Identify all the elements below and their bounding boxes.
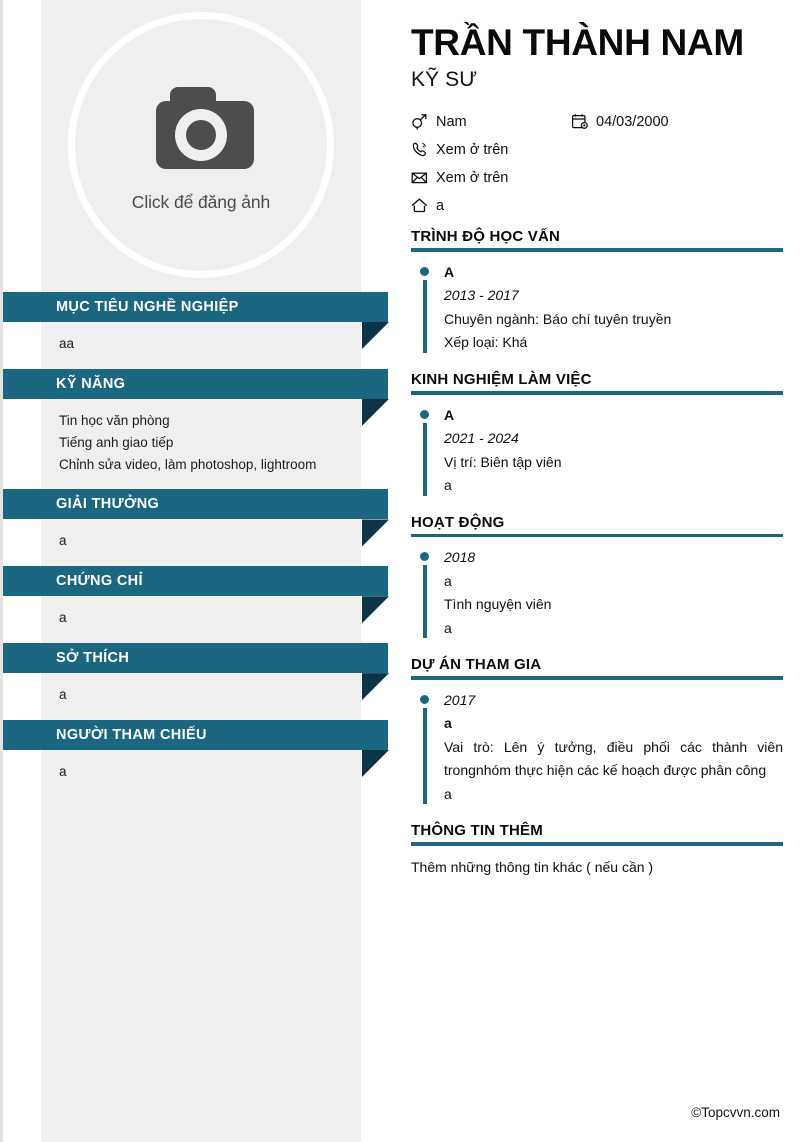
sidebar-section-ribbon — [3, 566, 388, 596]
entry-row: Chuyên ngành: Báo chí tuyên truyền — [444, 310, 672, 327]
entry-row: 2017 — [444, 691, 476, 708]
contact-phone[interactable] — [411, 141, 571, 158]
main-section-title: TRÌNH ĐỘ HỌC VẤN — [411, 228, 561, 246]
contact-gender-value: Nam — [436, 113, 467, 130]
sidebar-section — [41, 369, 361, 490]
contact-row — [411, 113, 783, 130]
footer-copyright: ©Topcvvn.com — [691, 1105, 780, 1120]
entry-row: Vai trò: Lên ý tưởng, điều phối các thành viên trongnhóm thực hiện các kế hoạch được phân công — [444, 738, 783, 779]
contact-phone-value: Xem ở trên — [436, 141, 509, 158]
sidebar-section-body[interactable] — [41, 596, 361, 643]
photo-upload-label: Click để đăng ảnh — [131, 192, 271, 212]
contact-address-value: a — [436, 197, 445, 214]
entry-bullet-icon — [420, 695, 429, 704]
sidebar-section-ribbon — [3, 643, 388, 673]
entry-row: A — [444, 406, 455, 423]
main-section-title: HOẠT ĐỘNG — [411, 513, 505, 531]
contact-birthday[interactable] — [571, 113, 669, 130]
sidebar-section-ribbon — [3, 489, 388, 519]
photo-upload-area[interactable] — [41, 0, 361, 292]
envelope-icon — [411, 169, 428, 186]
main-section — [411, 228, 783, 357]
sidebar-section-title: SỞ THÍCH — [56, 650, 130, 667]
contact-email-value: Xem ở trên — [436, 169, 509, 186]
entry-row: a — [444, 715, 452, 732]
ribbon-fold-shape — [362, 673, 389, 700]
candidate-role: KỸ SƯ — [411, 68, 478, 92]
main-section-entry[interactable] — [411, 680, 783, 809]
main-section — [411, 371, 783, 500]
entry-row: Vị trí: Biên tập viên — [444, 453, 562, 470]
contact-birthday-value: 04/03/2000 — [596, 113, 669, 130]
sidebar-section — [41, 292, 361, 369]
sidebar-section-body[interactable] — [41, 322, 361, 369]
entry-bullet-icon — [420, 267, 429, 276]
contact-row — [411, 169, 783, 186]
main-section-entry[interactable] — [411, 395, 783, 500]
entry-timeline-bar — [423, 423, 427, 496]
main-section — [411, 656, 783, 808]
entry-row: a — [444, 572, 452, 589]
sidebar-section-title: CHỨNG CHỈ — [56, 573, 143, 590]
sidebar-section-ribbon — [3, 292, 388, 322]
contact-address[interactable] — [411, 197, 571, 214]
entry-row: a — [444, 785, 452, 802]
main-section-plain-text[interactable]: Thêm những thông tin khác ( nếu cần ) — [411, 858, 654, 875]
sidebar-section-line: a — [59, 610, 67, 626]
main-section-title: KINH NGHIỆM LÀM VIỆC — [411, 371, 592, 388]
entry-timeline-bar — [423, 565, 427, 638]
main-section-title: DỰ ÁN THAM GIA — [411, 656, 542, 674]
main-sections — [411, 228, 783, 878]
contact-email[interactable] — [411, 169, 571, 186]
home-icon — [411, 197, 428, 214]
calendar-icon — [571, 113, 588, 130]
entry-row: 2013 - 2017 — [444, 287, 519, 304]
main-section-title: THÔNG TIN THÊM — [411, 822, 543, 840]
sidebar-section — [41, 643, 361, 720]
sidebar-section-line: aa — [59, 336, 75, 351]
sidebar-section-line: a — [59, 764, 67, 780]
entry-row: Tình nguyện viên — [444, 596, 552, 613]
sidebar-section-line: a — [59, 687, 67, 703]
main-section-entry[interactable] — [411, 537, 783, 642]
ribbon-fold-shape — [362, 399, 389, 426]
ribbon-fold-shape — [362, 596, 389, 623]
main-column — [411, 0, 783, 1142]
entry-row: 2018 — [444, 549, 476, 566]
phone-icon — [411, 141, 428, 158]
sidebar-section — [41, 489, 361, 566]
contact-row — [411, 197, 783, 214]
entry-timeline-bar — [423, 280, 427, 353]
sidebar-section-line: Chỉnh sửa video, làm photoshop, lightroom — [59, 456, 317, 472]
main-section-entry[interactable] — [411, 252, 783, 357]
sidebar-section-ribbon — [3, 720, 388, 750]
sidebar-section — [41, 720, 361, 797]
ribbon-fold-shape — [362, 750, 389, 777]
sidebar — [41, 0, 361, 1142]
sidebar-section-title: MỤC TIÊU NGHỀ NGHIỆP — [56, 299, 239, 315]
entry-row: a — [444, 619, 452, 636]
contact-row — [411, 141, 783, 158]
entry-row: Xếp loại: Khá — [444, 334, 528, 351]
sidebar-sections — [41, 292, 361, 797]
main-section — [411, 514, 783, 643]
entry-timeline-bar — [423, 708, 427, 805]
candidate-name: TRẦN THÀNH NAM — [411, 22, 744, 63]
entry-bullet-icon — [420, 410, 429, 419]
sidebar-section-body[interactable] — [41, 519, 361, 566]
ribbon-fold-shape — [362, 322, 389, 349]
sidebar-section-ribbon — [3, 369, 388, 399]
sidebar-section-line: a — [59, 533, 67, 549]
sidebar-section-body[interactable] — [41, 673, 361, 720]
sidebar-section-title: GIẢI THƯỞNG — [56, 496, 160, 513]
contact-gender[interactable] — [411, 113, 571, 130]
ribbon-fold-shape — [362, 519, 389, 546]
entry-row: 2021 - 2024 — [444, 430, 519, 447]
entry-row: A — [444, 263, 455, 280]
sidebar-section-line: Tin học văn phòng — [59, 412, 170, 428]
camera-icon — [140, 77, 262, 180]
sidebar-section-body[interactable] — [41, 750, 361, 797]
entry-row: a — [444, 477, 452, 494]
photo-upload-ring[interactable] — [68, 12, 334, 278]
main-section — [411, 822, 783, 878]
sidebar-section-title: KỸ NĂNG — [56, 375, 126, 392]
gender-icon — [411, 113, 428, 130]
sidebar-section-title: NGƯỜI THAM CHIẾU — [56, 727, 207, 744]
sidebar-section — [41, 566, 361, 643]
sidebar-section-line: Tiếng anh giao tiếp — [59, 434, 174, 450]
entry-bullet-icon — [420, 552, 429, 561]
sidebar-section-body[interactable] — [41, 399, 361, 490]
contact-block — [411, 113, 783, 214]
